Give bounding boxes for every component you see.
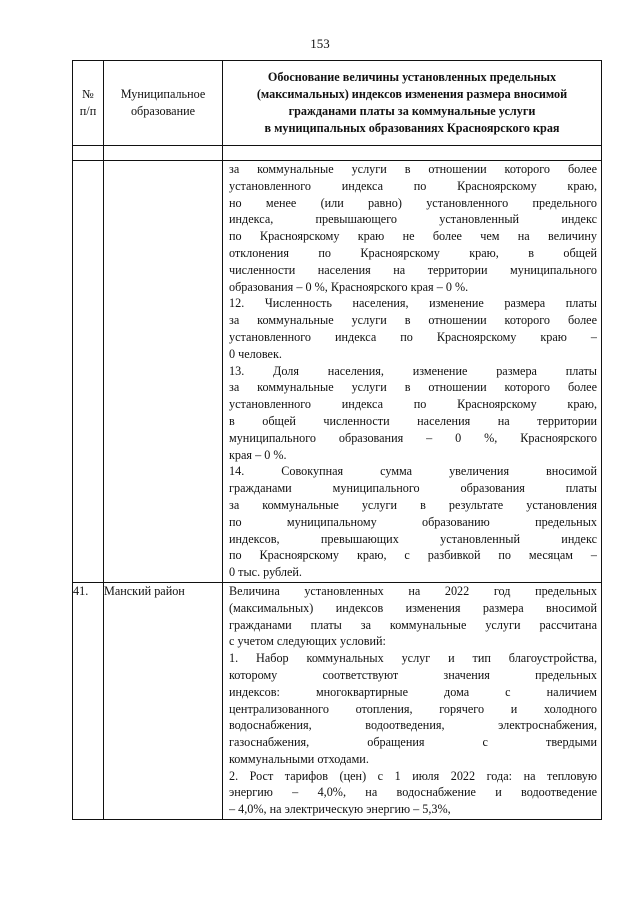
text-line: края – 0 %. (229, 447, 287, 462)
text-line: в общей численности населения на территории (229, 413, 597, 428)
header-municipality: Муниципальное образование (104, 61, 223, 146)
column-number-row (73, 146, 602, 161)
municipal-index-table (72, 60, 602, 820)
table-row (73, 582, 602, 819)
text-line: 0 человек. (229, 346, 282, 361)
table-row (73, 161, 602, 583)
text-line: за коммунальные услуги в отношении которого более (229, 162, 597, 176)
text-line: за коммунальные услуги в отношении которого более (229, 380, 597, 395)
row-number: 41. (73, 582, 104, 819)
text-line: установленного индекса по Красноярскому краю, (229, 397, 597, 412)
page-number: 153 (310, 36, 330, 51)
text-line: по муниципальному образованию предельных (229, 514, 597, 529)
text-line: энергию – 4,0%, на водоснабжение и водоотведение (229, 785, 597, 800)
text-line: гражданами муниципального образования платы (229, 481, 597, 496)
justification-text (223, 161, 601, 582)
column-number (104, 146, 223, 161)
text-line: численности населения на территории муниципального (229, 262, 597, 277)
text-line: индекса, превышающего установленный индекс (229, 212, 597, 227)
column-number (73, 146, 104, 161)
row-number (73, 161, 104, 583)
header-number: № п/п (73, 61, 104, 146)
text-line: гражданами платы за коммунальные услуги рассчитана (229, 617, 597, 632)
text-line: централизованного отопления, горячего и холодного (229, 701, 597, 716)
column-number (223, 146, 602, 161)
row-justification (223, 161, 602, 583)
text-line: отклонения по Красноярскому краю, в общей (229, 245, 597, 260)
text-line: коммунальными отходами. (229, 751, 369, 766)
text-line: с учетом следующих условий: (229, 634, 386, 649)
text-line: 1. Набор коммунальных услуг и тип благоустройства, (229, 651, 597, 666)
text-line: индексов: многоквартирные дома с наличием (229, 684, 597, 699)
text-line: 13. Доля населения, изменение размера платы (229, 363, 597, 378)
text-line: муниципального образования – 0 %, Красноярского (229, 430, 597, 445)
row-justification (223, 582, 602, 819)
text-line: образования – 0 %, Красноярского края – 0 %. (229, 279, 469, 294)
text-line: – 4,0%, на электрическую энергию – 5,3%, (229, 802, 451, 817)
header-justification: Обоснование величины установленных предельных (максимальных) индексов изменения размера вносимой гражданами платы за коммунальные услуги в муниципальных образованиях Красноярского края (223, 61, 602, 146)
text-line: 12. Численность населения, изменение размера платы (229, 296, 597, 311)
text-line: 2. Рост тарифов (цен) с 1 июля 2022 года: на тепловую (229, 768, 597, 783)
text-line: по Красноярскому краю не более чем на величину (229, 229, 597, 244)
table-header-row (73, 61, 602, 146)
text-line: Величина установленных на 2022 год предельных (229, 583, 597, 598)
text-line: 0 тыс. рублей. (229, 565, 302, 580)
table-body (73, 161, 602, 820)
text-line: индексов, превышающих установленный индекс (229, 531, 597, 546)
row-municipality: Манский район (104, 582, 223, 819)
row-municipality (104, 161, 223, 583)
text-line: за коммунальные услуги в отношении которого более (229, 313, 597, 328)
text-line: по Красноярскому краю, с разбивкой по месяцам – (229, 548, 597, 563)
text-line: водоснабжения, водоотведения, электроснабжения, (229, 718, 597, 733)
text-line: 14. Совокупная сумма увеличения вносимой (229, 464, 597, 479)
text-line: за коммунальные услуги в результате установления (229, 497, 597, 512)
justification-text (223, 583, 601, 819)
text-line: но менее (или равно) установленного предельного (229, 195, 597, 210)
text-line: установленного индекса по Красноярскому краю – (229, 329, 597, 344)
text-line: газоснабжения, обращения с твердыми (229, 735, 597, 750)
text-line: (максимальных) индексов изменения размера вносимой (229, 600, 597, 615)
text-line: установленного индекса по Красноярскому краю, (229, 178, 597, 193)
text-line: которому соответствуют значения предельных (229, 667, 597, 682)
